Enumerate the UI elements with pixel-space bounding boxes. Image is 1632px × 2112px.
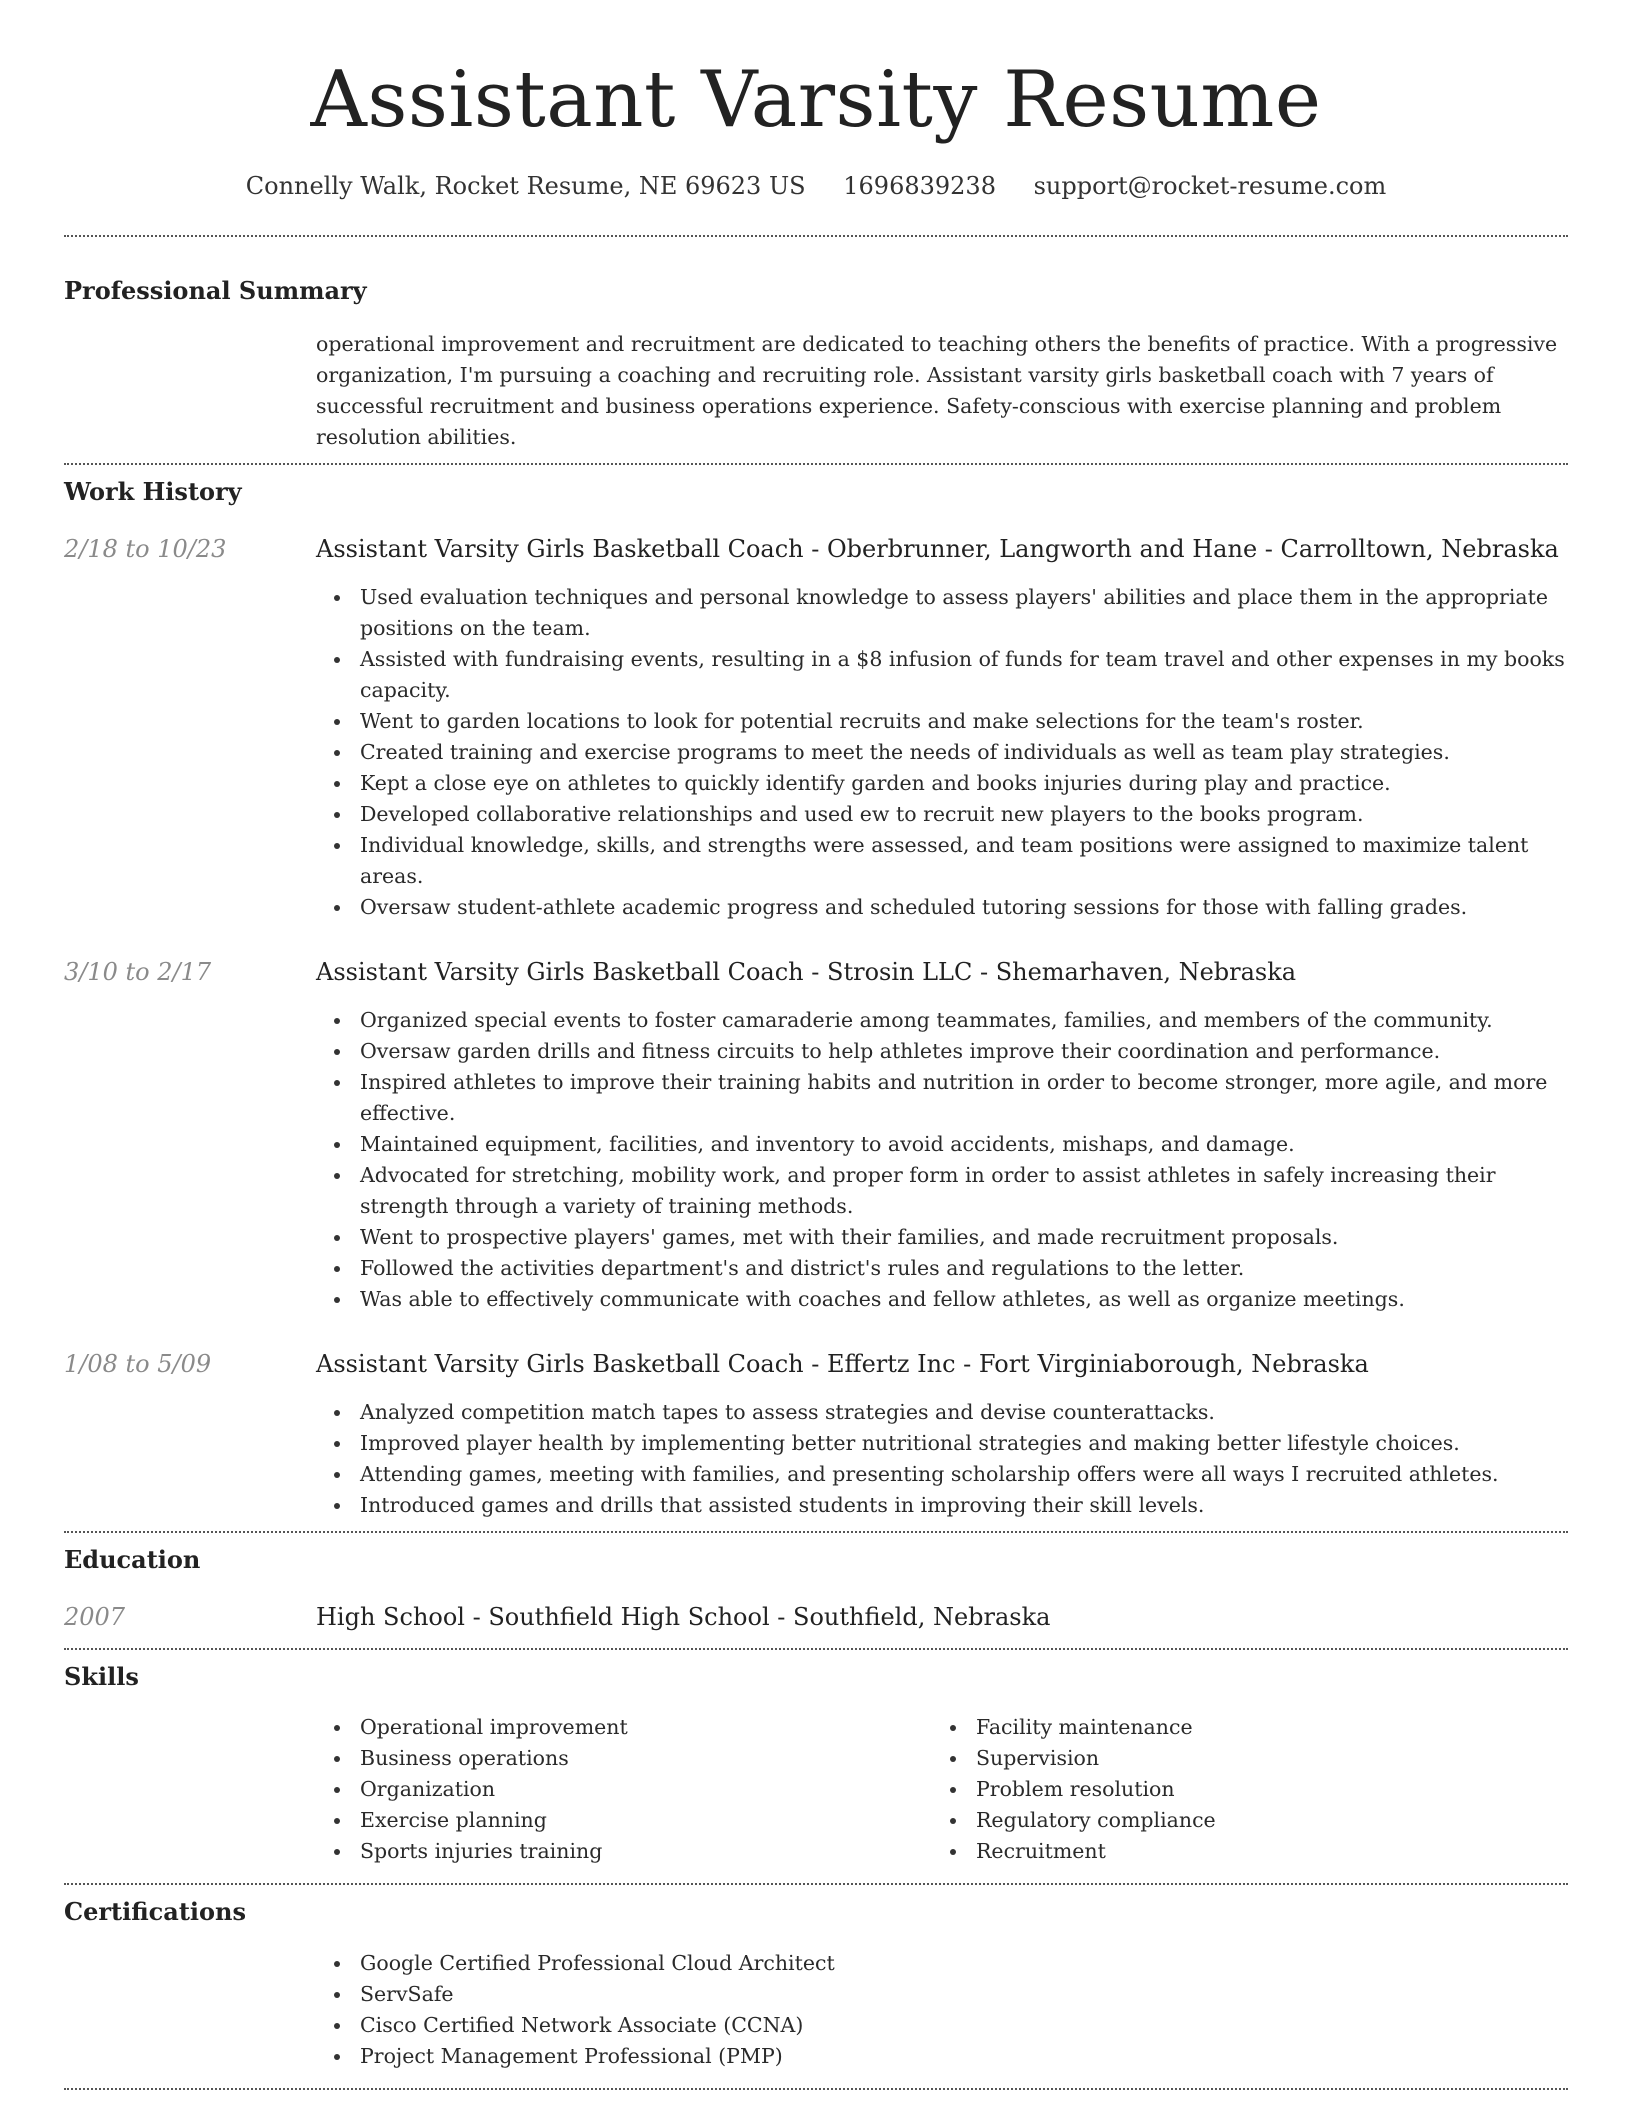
certification-item: Project Management Professional (PMP) (360, 2041, 1568, 2072)
contact-phone: 1696839238 (843, 172, 996, 200)
skill-item: Problem resolution (976, 1774, 1316, 1805)
education-dates: 2007 (64, 1603, 126, 1631)
job-title: Assistant Varsity Girls Basketball Coach - Oberbrunner, Langworth and Hane - Carrolltown, Nebraska (316, 535, 1559, 563)
job-bullet: Used evaluation techniques and personal knowledge to assess players' abilities and place them in the appropriate positions on the team. (360, 582, 1568, 644)
skill-item: Facility maintenance (976, 1712, 1316, 1743)
job-bullet: Maintained equipment, facilities, and inventory to avoid accidents, mishaps, and damage. (360, 1129, 1568, 1160)
job-bullet: Went to prospective players' games, met with their families, and made recruitment proposals. (360, 1222, 1568, 1253)
job-bullet: Analyzed competition match tapes to assess strategies and devise counterattacks. (360, 1397, 1568, 1428)
job-bullet: Went to garden locations to look for potential recruits and make selections for the team's roster. (360, 706, 1568, 737)
skill-item: Exercise planning (360, 1805, 700, 1836)
section-title-skills: Skills (64, 1662, 139, 1691)
divider (64, 463, 1568, 465)
job-title: Assistant Varsity Girls Basketball Coach - Effertz Inc - Fort Virginiaborough, Nebraska (316, 1350, 1369, 1378)
skill-item: Regulatory compliance (976, 1805, 1316, 1836)
skill-item: Sports injuries training (360, 1836, 700, 1867)
job-entry (64, 1348, 1568, 1521)
divider (64, 1531, 1568, 1533)
job-bullet: Developed collaborative relationships and used ew to recruit new players to the books program. (360, 799, 1568, 830)
job-title: Assistant Varsity Girls Basketball Coach - Strosin LLC - Shemarhaven, Nebraska (316, 958, 1297, 986)
certification-item: Cisco Certified Network Associate (CCNA) (360, 2010, 1568, 2041)
job-bullets (64, 1005, 1568, 1315)
section-title-summary: Professional Summary (64, 276, 367, 305)
job-bullet: Created training and exercise programs to meet the needs of individuals as well as team play strategies. (360, 737, 1568, 768)
resume-page (64, 0, 1568, 2090)
job-bullets (64, 1397, 1568, 1521)
certifications-list (64, 1948, 1568, 2072)
certification-item: ServSafe (360, 1979, 1568, 2010)
skills-list-left (64, 1712, 700, 1867)
skill-item: Organization (360, 1774, 700, 1805)
job-bullet: Kept a close eye on athletes to quickly identify garden and books injuries during play and practice. (360, 768, 1568, 799)
education-entry (64, 1601, 1568, 1633)
job-bullet: Was able to effectively communicate with coaches and fellow athletes, as well as organize meetings. (360, 1284, 1568, 1315)
section-title-certifications: Certifications (64, 1897, 247, 1926)
skills-list-right (700, 1712, 1316, 1867)
divider (64, 2088, 1568, 2090)
skills-columns (64, 1712, 1568, 1867)
education-title: High School - Southfield High School - Southfield, Nebraska (316, 1603, 1051, 1631)
contact-address: Connelly Walk, Rocket Resume, NE 69623 US (245, 172, 806, 200)
skill-item: Recruitment (976, 1836, 1316, 1867)
job-entry (64, 956, 1568, 1315)
job-bullet: Oversaw student-athlete academic progress and scheduled tutoring sessions for those with falling grades. (360, 892, 1568, 923)
job-dates: 2/18 to 10/23 (64, 535, 227, 563)
job-bullet: Advocated for stretching, mobility work, and proper form in order to assist athletes in safely increasing their strength through a variety of training methods. (360, 1160, 1568, 1222)
job-dates: 3/10 to 2/17 (64, 958, 212, 986)
job-bullet: Inspired athletes to improve their training habits and nutrition in order to become stronger, more agile, and more effective. (360, 1067, 1568, 1129)
job-bullet: Assisted with fundraising events, resulting in a $8 infusion of funds for team travel and other expenses in my books capacity. (360, 644, 1568, 706)
job-bullet: Improved player health by implementing better nutritional strategies and making better lifestyle choices. (360, 1428, 1568, 1459)
job-bullet: Individual knowledge, skills, and strengths were assessed, and team positions were assigned to maximize talent areas. (360, 830, 1568, 892)
contact-email: support@rocket-resume.com (1033, 172, 1387, 200)
job-dates: 1/08 to 5/09 (64, 1350, 212, 1378)
job-entry (64, 533, 1568, 923)
job-bullet: Followed the activities department's and district's rules and regulations to the letter. (360, 1253, 1568, 1284)
section-title-education: Education (64, 1545, 201, 1574)
contact-line (64, 170, 1568, 202)
resume-name: Assistant Varsity Resume (310, 55, 1322, 145)
section-title-work: Work History (64, 477, 242, 506)
divider (64, 1883, 1568, 1885)
skill-item: Supervision (976, 1743, 1316, 1774)
job-bullet: Oversaw garden drills and fitness circuits to help athletes improve their coordination and performance. (360, 1036, 1568, 1067)
summary-text: operational improvement and recruitment are dedicated to teaching others the benefits of practice. With a progressive organization, I'm pursuing a coaching and recruiting role. Assistant varsity girls basketball coach with 7 years of successful recruitment and business operations experience. Safety-conscious with exercise planning and problem resolution abilities. (316, 332, 1558, 449)
job-bullet: Organized special events to foster camaraderie among teammates, families, and members of the community. (360, 1005, 1568, 1036)
skill-item: Operational improvement (360, 1712, 700, 1743)
divider (64, 1648, 1568, 1650)
job-bullets (64, 582, 1568, 923)
divider (64, 235, 1568, 237)
job-bullet: Introduced games and drills that assisted students in improving their skill levels. (360, 1490, 1568, 1521)
skill-item: Business operations (360, 1743, 700, 1774)
job-bullet: Attending games, meeting with families, and presenting scholarship offers were all ways I recruited athletes. (360, 1459, 1568, 1490)
certification-item: Google Certified Professional Cloud Architect (360, 1948, 1568, 1979)
